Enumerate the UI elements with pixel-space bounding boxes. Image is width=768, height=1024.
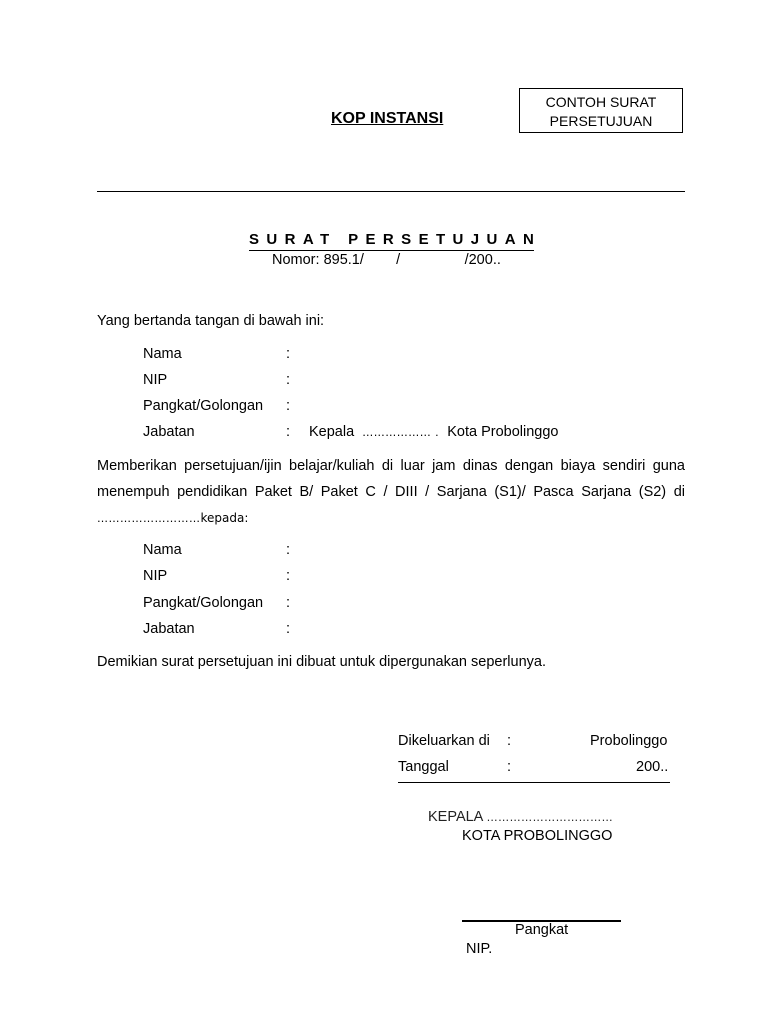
jabatan-dots: ……………… . bbox=[362, 426, 440, 439]
employee-colon-nama: : bbox=[286, 542, 291, 558]
signer-colon-nama: : bbox=[286, 346, 291, 362]
jabatan-suffix: Kota Probolinggo bbox=[447, 424, 559, 440]
signer-colon-pangkat: : bbox=[286, 398, 291, 414]
kepala-label: KEPALA bbox=[428, 809, 483, 825]
signature-kota: KOTA PROBOLINGGO bbox=[462, 828, 613, 844]
signer-label-pangkat: Pangkat/Golongan bbox=[143, 398, 264, 414]
signature-nip: NIP. bbox=[466, 941, 493, 957]
signer-jabatan-value bbox=[309, 424, 558, 440]
employee-label-pangkat: Pangkat/Golongan bbox=[143, 595, 264, 611]
header-divider bbox=[97, 191, 685, 192]
signature-kepala bbox=[428, 809, 613, 825]
issued-place-colon: : bbox=[507, 733, 512, 749]
employee-colon-jabatan: : bbox=[286, 621, 291, 637]
signer-colon-jabatan: : bbox=[286, 424, 291, 440]
kop-instansi: KOP INSTANSI bbox=[331, 110, 444, 127]
issued-date-label: Tanggal bbox=[398, 759, 449, 775]
signer-label-nip: NIP bbox=[143, 372, 168, 388]
employee-label-nama: Nama bbox=[143, 542, 182, 558]
kepala-dots: …………………………… bbox=[486, 811, 614, 824]
jabatan-prefix: Kepala bbox=[309, 424, 355, 440]
body-kepada: kepada: bbox=[200, 511, 249, 525]
document-number: Nomor: 895.1/ / /200.. bbox=[272, 252, 501, 268]
sample-label-line2: PERSETUJUAN bbox=[549, 113, 653, 129]
issued-date-colon: : bbox=[507, 759, 512, 775]
document-title: SURAT PERSETUJUAN bbox=[249, 231, 542, 248]
signer-colon-nip: : bbox=[286, 372, 291, 388]
issued-place-label: Dikeluarkan di bbox=[398, 733, 490, 749]
employee-label-jabatan: Jabatan bbox=[143, 621, 195, 637]
signer-label-jabatan: Jabatan bbox=[143, 424, 195, 440]
body-text: Memberikan persetujuan/ijin belajar/kuliah di luar jam dinas dengan biaya sendiri guna menempuh pendidikan Paket B/ Paket C / DIII / Sarjana (S1)/ Pasca Sarjana (S2) di bbox=[97, 458, 685, 500]
employee-colon-pangkat: : bbox=[286, 595, 291, 611]
body-dots: ……………………… bbox=[97, 512, 201, 525]
closing-text: Demikian surat persetujuan ini dibuat untuk dipergunakan seperlunya. bbox=[97, 654, 546, 670]
sample-label-box bbox=[519, 88, 683, 133]
issued-divider bbox=[398, 782, 670, 783]
body-paragraph bbox=[97, 453, 685, 532]
intro-text: Yang bertanda tangan di bawah ini: bbox=[97, 313, 325, 329]
title-underline bbox=[249, 250, 534, 251]
signer-label-nama: Nama bbox=[143, 346, 182, 362]
employee-label-nip: NIP bbox=[143, 568, 168, 584]
employee-colon-nip: : bbox=[286, 568, 291, 584]
signature-pangkat: Pangkat bbox=[515, 922, 569, 938]
issued-place-value: Probolinggo bbox=[590, 733, 668, 749]
issued-date-value: 200.. bbox=[636, 759, 669, 775]
sample-label-line1: CONTOH SURAT bbox=[545, 94, 657, 110]
